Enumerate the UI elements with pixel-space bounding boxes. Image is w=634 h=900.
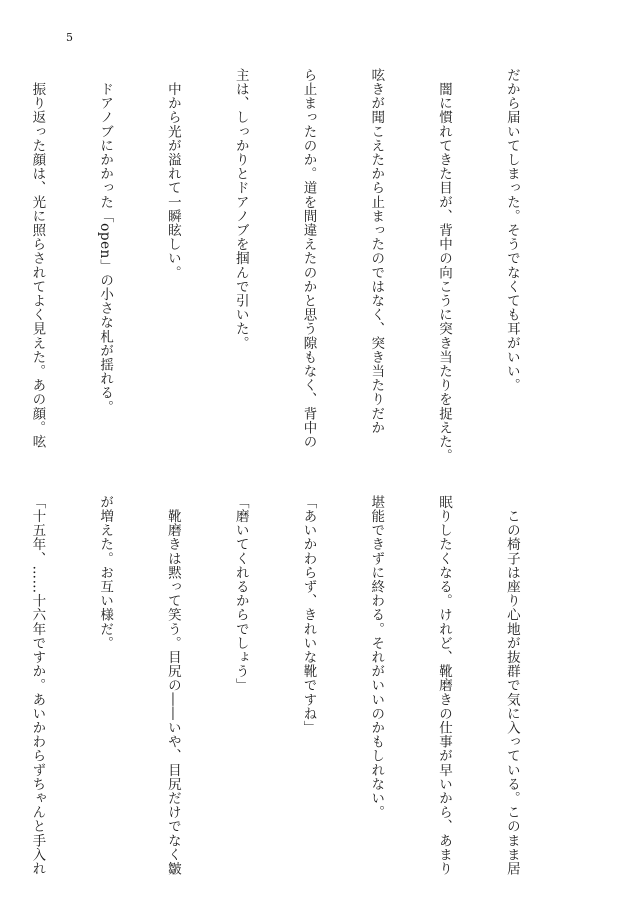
text-line: 闇に慣れてきた目が、背中の向こうに突き当たりを捉えた。: [436, 68, 453, 463]
text-line: 主は、しっかりとドアノブを掴んで引いた。: [232, 68, 249, 350]
lower-text-block: [0, 495, 568, 876]
text-line: 中から光が溢れて一瞬眩しい。: [164, 68, 181, 280]
text-line: 振り返った顔は、光に照らされてよく見えた。あの顔。呟: [29, 68, 46, 449]
text-line: ドアノブにかかった「open」の小さな札が揺れる。: [97, 68, 114, 415]
text-line: 「磨いてくれるからでしょう」: [232, 495, 249, 693]
text-line: 堪能できずに終わる。それがいいのかもしれない。: [368, 495, 385, 820]
text-line: 「十五年、……十六年ですか。あいかわらずちゃんと手入れ: [29, 495, 46, 876]
text-line: 呟きが聞こえたから止まったのではなく、突き当たりだか: [368, 68, 385, 435]
text-line: だから届いてしまった。そうでなくても耳がいい。: [503, 68, 520, 393]
text-line: 靴磨きは黙って笑う。目尻の――いや、目尻だけでなく皺: [164, 495, 181, 876]
text-line: この椅子は座り心地が抜群で気に入っている。このまま居: [503, 495, 520, 876]
text-line: が増えた。お互い様だ。: [97, 495, 114, 651]
page-number: 5: [66, 31, 73, 44]
text-line: 眠りしたくなる。けれど、靴磨きの仕事が早いから、あまり: [436, 495, 453, 876]
text-line: ら止まったのか。道を間違えたのかと思う隙もなく、背中の: [300, 68, 317, 449]
upper-text-block: [0, 68, 568, 468]
text-line: 「あいかわらず、きれいな靴ですね」: [300, 495, 317, 735]
